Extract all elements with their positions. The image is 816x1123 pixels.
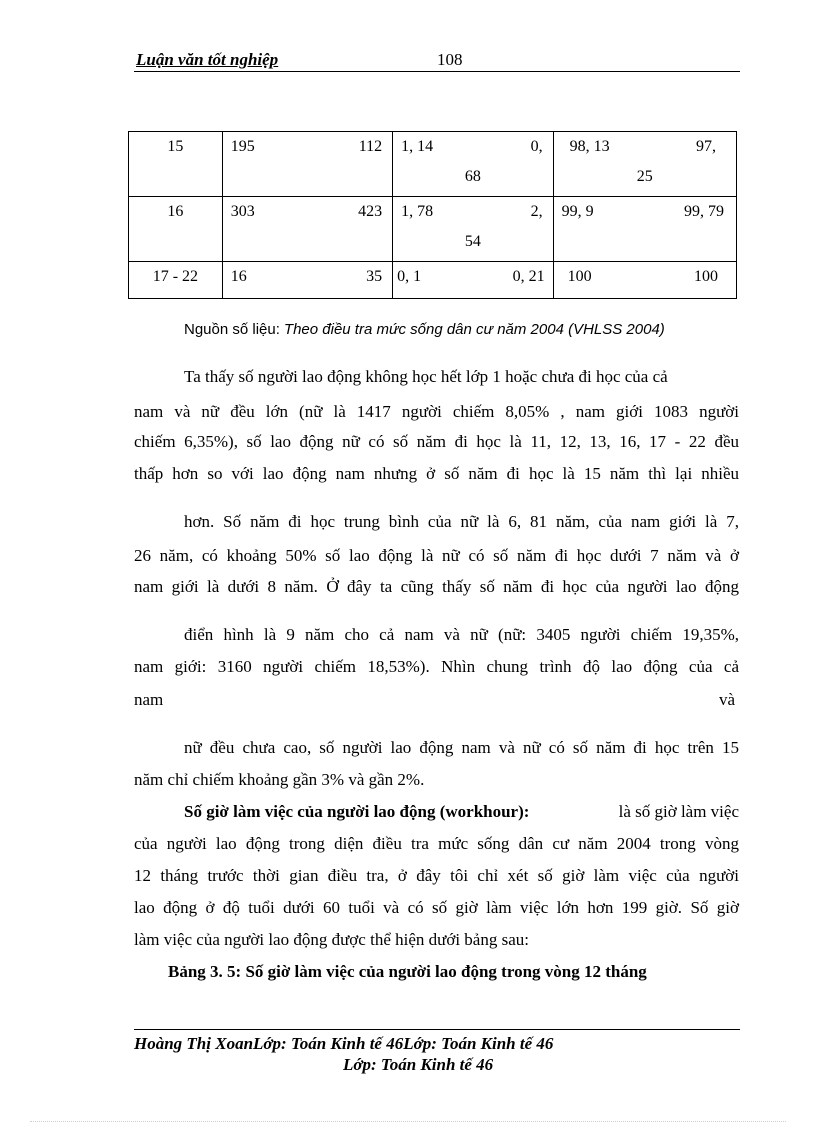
male-cum-cell: 99, 79 [684, 203, 724, 220]
years-cell: 17 - 22 [152, 268, 199, 285]
paragraph-line: năm chỉ chiếm khoảng gần 3% và gần 2%. [134, 770, 425, 789]
paragraph-line [184, 802, 739, 822]
male-cum-cell: 97, [696, 138, 716, 155]
paragraph-line: lao động ở độ tuổi dưới 60 tuổi và có số giờ làm việc lớn hơn 199 giờ. Số giờ [134, 898, 739, 917]
table-row [129, 262, 737, 299]
male-pct-cell-cont: 68 [464, 168, 481, 185]
female-count-cell: 16 [230, 268, 247, 285]
female-cum-cell: 100 [567, 268, 592, 285]
years-cell: 15 [167, 138, 184, 155]
female-count-cell: 195 [230, 138, 255, 155]
male-count-cell: 112 [358, 138, 383, 155]
page-number: 108 [437, 50, 463, 69]
header-title: Luận văn tốt nghiệp [136, 50, 279, 69]
source-note [184, 321, 665, 339]
male-pct-cell: 0, 21 [512, 268, 545, 285]
footer-author: Hoàng Thị XoanLớp: Toán Kinh tế 46Lớp: Toán Kinh tế 46 [134, 1034, 554, 1053]
source-text: Theo điều tra mức sống dân cư năm 2004 (VHLSS 2004) [283, 321, 665, 338]
paragraph-line: hơn. Số năm đi học trung bình của nữ là 6, 81 năm, của nam giới là 7, [184, 512, 739, 531]
male-cum-cell-cont: 25 [636, 168, 653, 185]
page-header [134, 49, 740, 72]
section-heading: Số giờ làm việc của người lao động (workhour): [184, 802, 530, 821]
female-pct-cell: 0, 1 [397, 268, 422, 285]
paragraph-line: nam và nữ đều lớn (nữ là 1417 người chiếm 8,05% , nam giới 1083 người [134, 402, 739, 421]
education-table [128, 131, 737, 299]
footer-divider [134, 1029, 740, 1030]
paragraph-line: Ta thấy số người lao động không học hết lớp 1 hoặc chưa đi học của cả [184, 367, 668, 386]
female-cum-cell: 99, 9 [561, 203, 594, 220]
male-count-cell: 35 [366, 268, 383, 285]
female-pct-cell: 1, 78 [401, 203, 434, 220]
male-pct-cell: 0, [530, 138, 543, 155]
male-cum-cell: 100 [694, 268, 718, 285]
paragraph-line: nữ đều chưa cao, số người lao động nam và nữ có số năm đi học trên 15 [184, 738, 739, 757]
table-row [129, 132, 737, 197]
paragraph-line: thấp hơn so với lao động nam nhưng ở số năm đi học là 15 năm thì lại nhiều [134, 464, 739, 483]
male-pct-cell: 2, [530, 203, 543, 220]
paragraph-text: là số giờ làm việc [618, 802, 739, 821]
footer-class: Lớp: Toán Kinh tế 46 [343, 1055, 494, 1074]
paragraph-line: nam giới là dưới 8 năm. Ở đây ta cũng thấy số năm đi học của người lao động [134, 577, 739, 596]
paragraph-line: 12 tháng trước thời gian điều tra, ở đây tôi chỉ xét số giờ làm việc của người [134, 866, 739, 885]
female-cum-cell: 98, 13 [569, 138, 610, 155]
paragraph-line: điển hình là 9 năm cho cả nam và nữ (nữ: 3405 người chiếm 19,35%, [184, 625, 739, 644]
female-pct-cell: 1, 14 [401, 138, 434, 155]
paragraph-line: của người lao động trong diện điều tra mức sống dân cư năm 2004 trong vòng [134, 834, 739, 853]
paragraph-line: 26 năm, có khoảng 50% số lao động là nữ có số năm đi học dưới 7 năm và ở [134, 546, 739, 565]
years-cell: 16 [167, 203, 184, 220]
male-pct-cell-cont: 54 [464, 233, 481, 250]
paragraph-line: làm việc của người lao động được thể hiện dưới bảng sau: [134, 930, 529, 949]
paragraph-line: chiếm 6,35%), số lao động nữ có số năm đi học là 11, 12, 13, 16, 17 - 22 đều [134, 432, 739, 451]
paragraph-line: và [719, 690, 736, 709]
paragraph-line: nam [134, 690, 164, 709]
source-label: Nguồn số liệu: [184, 321, 280, 338]
table-row [129, 197, 737, 262]
table-caption: Bảng 3. 5: Số giờ làm việc của người lao động trong vòng 12 tháng [168, 962, 647, 981]
page-edge-divider [30, 1121, 786, 1122]
paragraph-line: nam giới: 3160 người chiếm 18,53%). Nhìn chung trình độ lao động của cả [134, 657, 739, 676]
female-count-cell: 303 [230, 203, 255, 220]
male-count-cell: 423 [358, 203, 383, 220]
